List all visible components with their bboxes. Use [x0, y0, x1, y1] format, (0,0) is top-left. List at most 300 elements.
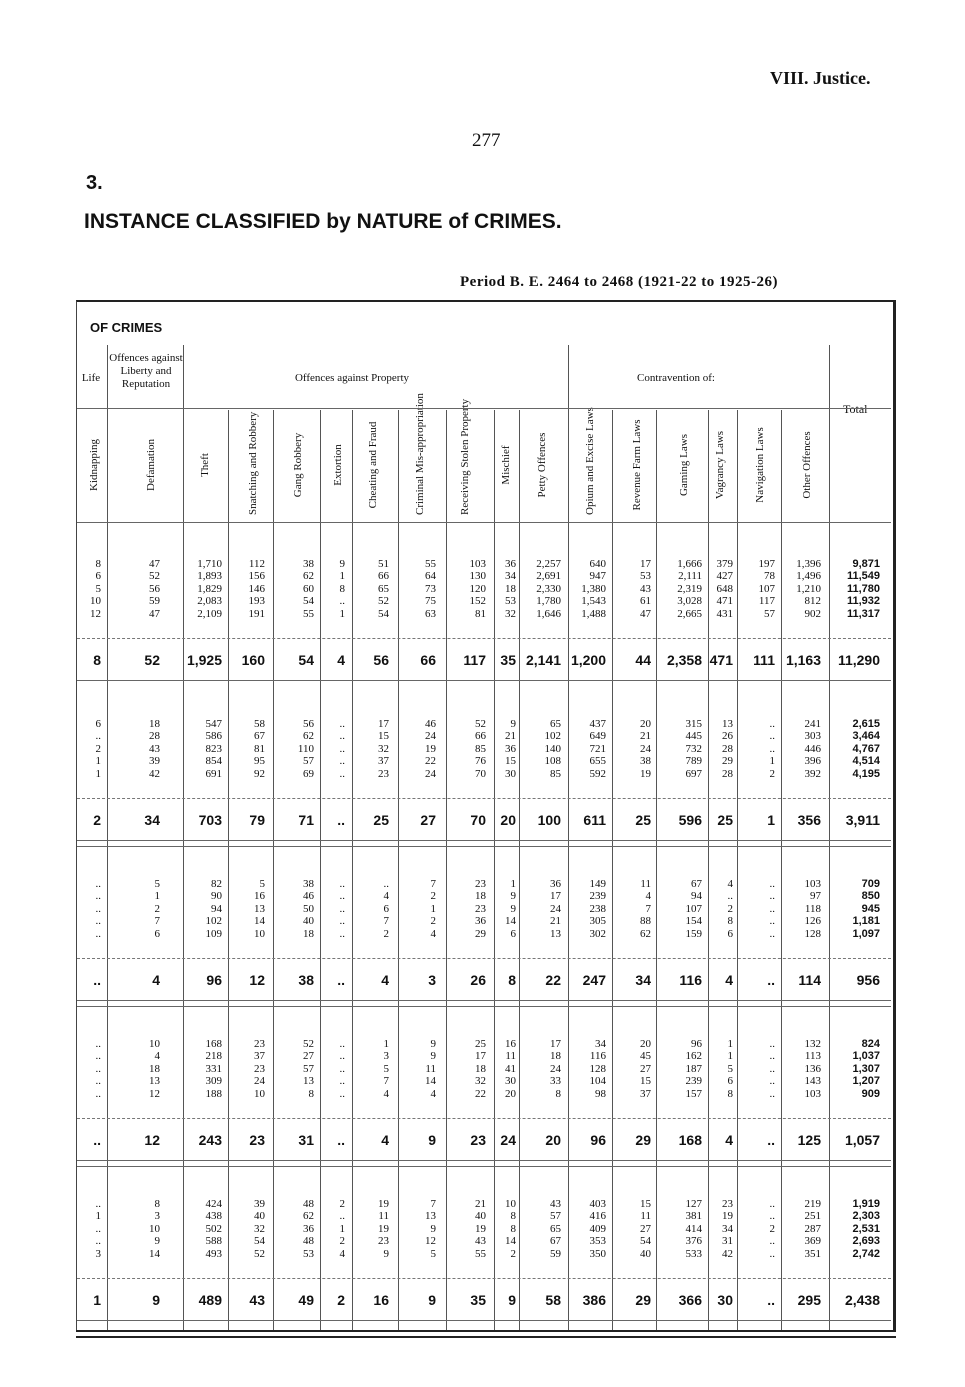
data-cell: 27	[303, 1050, 314, 1063]
summary-cell: 168	[678, 1132, 702, 1148]
data-cell: 9	[510, 890, 516, 903]
data-cell: 23	[254, 1062, 265, 1075]
column-rule	[568, 345, 569, 1330]
data-cell: 3	[154, 1210, 160, 1223]
data-cell: 238	[589, 902, 606, 915]
data-cell: 8	[308, 1087, 314, 1100]
data-cell: 48	[303, 1198, 314, 1210]
summary-cell: 96	[206, 972, 222, 988]
data-cell: 53	[640, 570, 651, 583]
summary-cell: 956	[856, 972, 880, 988]
data-cell: 4	[339, 1247, 345, 1260]
data-cell: 65	[378, 582, 389, 595]
data-cell: 30	[505, 767, 516, 780]
data-cell: ..	[769, 915, 775, 928]
data-cell: 1,380	[581, 582, 606, 595]
section-heading: VIII. Justice.	[770, 68, 871, 88]
data-cell: 547	[205, 718, 222, 730]
summary-cell: 25	[373, 812, 389, 828]
column-rule	[183, 345, 184, 1330]
summary-cell: 8	[508, 972, 516, 988]
summary-cell: 79	[249, 812, 265, 828]
data-cell: 23	[378, 767, 389, 780]
data-cell: 57	[550, 1210, 561, 1223]
data-cell: 18	[149, 718, 160, 730]
summary-cell: 125	[797, 1132, 821, 1148]
row-rule	[77, 680, 891, 681]
data-cell: 14	[505, 915, 516, 928]
summary-cell: ..	[93, 1132, 101, 1148]
data-cell: 19	[475, 1222, 486, 1235]
data-cell: 3	[383, 1050, 389, 1063]
data-cell: 21	[505, 730, 516, 743]
data-cell: 62	[303, 730, 314, 743]
summary-cell: ..	[337, 812, 345, 828]
summary-cell: 38	[298, 972, 314, 988]
data-cell: 376	[685, 1235, 702, 1248]
data-cell: 22	[475, 1087, 486, 1100]
data-cell: 427	[716, 570, 733, 583]
data-cell: 1	[95, 755, 101, 768]
data-cell: 396	[804, 755, 821, 768]
data-cell: 655	[589, 755, 606, 768]
column-header-opium-and-excise-laws: Opium and Excise Laws	[584, 407, 596, 515]
summary-cell: 243	[198, 1132, 222, 1148]
data-cell: 2,109	[197, 607, 222, 620]
summary-cell: 1,200	[570, 652, 606, 668]
column-header-navigation-laws: Navigation Laws	[754, 427, 766, 503]
data-cell: 33	[550, 1075, 561, 1088]
data-cell: 6	[510, 927, 516, 940]
group-contravention: Contravention of:	[637, 372, 715, 384]
data-cell: 1	[154, 890, 160, 903]
data-cell: ..	[339, 927, 345, 940]
summary-cell: 4	[152, 972, 160, 988]
data-cell: 54	[378, 607, 389, 620]
data-cell: 2	[154, 902, 160, 915]
data-cell: ..	[95, 730, 101, 743]
summary-cell: 386	[582, 1292, 606, 1308]
data-cell: 7	[383, 1075, 389, 1088]
data-cell: 4	[645, 890, 651, 903]
data-cell: 8	[510, 1222, 516, 1235]
data-cell: ..	[769, 742, 775, 755]
data-cell: 17	[640, 558, 651, 570]
data-cell: 27	[640, 1222, 651, 1235]
data-cell: 19	[722, 1210, 733, 1223]
data-cell: 162	[685, 1050, 702, 1063]
data-cell: ..	[339, 1075, 345, 1088]
summary-cell: 23	[249, 1132, 265, 1148]
data-cell: ..	[769, 878, 775, 890]
data-cell: 34	[505, 570, 516, 583]
summary-cell: 58	[545, 1292, 561, 1308]
data-cell: 9	[339, 558, 345, 570]
data-cell: ..	[769, 1198, 775, 1210]
summary-cell: 9	[152, 1292, 160, 1308]
data-cell: ..	[769, 1050, 775, 1063]
row-rule	[77, 638, 891, 639]
summary-cell: 23	[470, 1132, 486, 1148]
data-cell: 154	[685, 915, 702, 928]
total-cell: 1,207	[852, 1075, 880, 1088]
group-property: Offences against Property	[294, 372, 410, 384]
data-cell: ..	[95, 1050, 101, 1063]
summary-cell: 3	[428, 972, 436, 988]
data-cell: 51	[378, 558, 389, 570]
data-cell: 2	[727, 902, 733, 915]
column-rule	[320, 410, 321, 1330]
data-cell: 85	[475, 742, 486, 755]
data-cell: 592	[589, 767, 606, 780]
data-cell: 34	[722, 1222, 733, 1235]
data-cell: 90	[211, 890, 222, 903]
data-cell: 30	[505, 1075, 516, 1088]
data-cell: ..	[339, 1087, 345, 1100]
data-cell: 14	[149, 1247, 160, 1260]
data-cell: ..	[339, 1050, 345, 1063]
data-cell: 14	[254, 915, 265, 928]
data-cell: 128	[804, 927, 821, 940]
data-cell: 2	[430, 890, 436, 903]
data-cell: 43	[640, 582, 651, 595]
data-cell: ..	[769, 1247, 775, 1260]
data-cell: 7	[430, 878, 436, 890]
row-rule	[77, 1320, 891, 1321]
data-cell: 59	[149, 595, 160, 608]
data-cell: 17	[550, 890, 561, 903]
data-cell: 12	[149, 1087, 160, 1100]
data-cell: 67	[691, 878, 702, 890]
data-cell: 70	[475, 767, 486, 780]
summary-cell: 4	[725, 972, 733, 988]
data-cell: 130	[469, 570, 486, 583]
data-cell: 48	[303, 1235, 314, 1248]
data-cell: 62	[303, 570, 314, 583]
data-cell: 4	[154, 1050, 160, 1063]
page-number: 277	[472, 130, 501, 151]
row-rule	[77, 1278, 891, 1279]
data-cell: 103	[804, 1087, 821, 1100]
data-cell: 1	[769, 755, 775, 768]
data-cell: 140	[544, 742, 561, 755]
data-cell: 1	[339, 607, 345, 620]
data-cell: 1	[95, 1210, 101, 1223]
data-cell: 3,028	[677, 595, 702, 608]
data-cell: 10	[90, 595, 101, 608]
data-cell: 92	[254, 767, 265, 780]
data-cell: 59	[550, 1247, 561, 1260]
data-cell: 1,543	[581, 595, 606, 608]
total-cell: 9,871	[852, 558, 880, 570]
data-cell: 75	[425, 595, 436, 608]
column-rule	[829, 345, 830, 1330]
summary-cell: 30	[717, 1292, 733, 1308]
data-cell: 62	[640, 927, 651, 940]
data-cell: ..	[339, 755, 345, 768]
data-cell: 1,780	[536, 595, 561, 608]
data-cell: 36	[303, 1222, 314, 1235]
data-cell: 54	[640, 1235, 651, 1248]
data-cell: 37	[254, 1050, 265, 1063]
data-cell: 1,488	[581, 607, 606, 620]
summary-cell: 34	[144, 812, 160, 828]
summary-cell: 34	[635, 972, 651, 988]
period-label: Period B. E. 2464 to 2468 (1921-22 to 1925-26)	[460, 274, 778, 290]
summary-cell: ..	[337, 972, 345, 988]
data-cell: 219	[804, 1198, 821, 1210]
data-cell: 6	[95, 718, 101, 730]
summary-cell: 703	[198, 812, 222, 828]
summary-cell: 16	[373, 1292, 389, 1308]
data-cell: 23	[475, 878, 486, 890]
data-cell: 107	[758, 582, 775, 595]
data-cell: 947	[589, 570, 606, 583]
data-cell: 42	[722, 1247, 733, 1260]
data-cell: 104	[589, 1075, 606, 1088]
data-cell: 446	[804, 742, 821, 755]
total-cell: 709	[861, 878, 880, 890]
data-cell: 8	[555, 1087, 561, 1100]
data-cell: 239	[685, 1075, 702, 1088]
summary-cell: 4	[725, 1132, 733, 1148]
data-cell: 13	[722, 718, 733, 730]
data-cell: 493	[205, 1247, 222, 1260]
summary-cell: 596	[678, 812, 702, 828]
column-header-snatching-and-robbery: Snatching and Robbery	[247, 411, 259, 515]
data-cell: 302	[589, 927, 606, 940]
data-cell: 36	[475, 915, 486, 928]
data-cell: 1,396	[796, 558, 821, 570]
data-cell: 82	[211, 878, 222, 890]
data-cell: 24	[425, 730, 436, 743]
data-cell: 2	[510, 1247, 516, 1260]
data-cell: 5	[95, 582, 101, 595]
data-cell: 109	[205, 927, 222, 940]
data-cell: 62	[303, 1210, 314, 1223]
data-cell: 37	[640, 1087, 651, 1100]
summary-cell: 35	[500, 652, 516, 668]
data-cell: 66	[378, 570, 389, 583]
data-cell: 5	[727, 1062, 733, 1075]
data-cell: 103	[804, 878, 821, 890]
summary-cell: 1	[767, 812, 775, 828]
data-cell: 95	[254, 755, 265, 768]
data-cell: 31	[722, 1235, 733, 1248]
data-cell: 2	[339, 1198, 345, 1210]
row-rule	[77, 846, 891, 847]
summary-cell: 366	[678, 1292, 702, 1308]
data-cell: 1	[95, 767, 101, 780]
data-cell: ..	[339, 878, 345, 890]
data-cell: 2	[383, 927, 389, 940]
data-cell: 156	[248, 570, 265, 583]
data-cell: 24	[550, 902, 561, 915]
summary-cell: 20	[545, 1132, 561, 1148]
summary-cell: 70	[470, 812, 486, 828]
total-cell: 1,307	[852, 1062, 880, 1075]
data-cell: 10	[254, 1087, 265, 1100]
data-cell: 52	[303, 1038, 314, 1050]
data-cell: 18	[475, 1062, 486, 1075]
data-cell: ..	[769, 927, 775, 940]
data-cell: 2,691	[536, 570, 561, 583]
data-cell: 40	[640, 1247, 651, 1260]
data-cell: 19	[378, 1198, 389, 1210]
data-cell: 445	[685, 730, 702, 743]
data-cell: 58	[254, 718, 265, 730]
data-cell: 14	[425, 1075, 436, 1088]
column-header-criminal-mis-appropriation: Criminal Mis-appropriation	[414, 393, 426, 515]
data-cell: 17	[475, 1050, 486, 1063]
data-cell: 32	[505, 607, 516, 620]
column-header-cheating-and-fraud: Cheating and Fraud	[367, 421, 379, 509]
data-cell: 8	[510, 1210, 516, 1223]
data-cell: 36	[505, 558, 516, 570]
summary-cell: 35	[470, 1292, 486, 1308]
data-cell: 6	[727, 927, 733, 940]
data-cell: 11	[640, 878, 651, 890]
summary-cell: 44	[635, 652, 651, 668]
data-cell: 28	[722, 742, 733, 755]
row-rule	[77, 1000, 891, 1001]
data-cell: 351	[804, 1247, 821, 1260]
total-cell: 3,464	[852, 730, 880, 743]
data-cell: ..	[339, 1038, 345, 1050]
data-cell: 12	[425, 1235, 436, 1248]
data-cell: 113	[804, 1050, 821, 1063]
data-cell: 18	[303, 927, 314, 940]
data-cell: 187	[685, 1062, 702, 1075]
summary-cell: 247	[582, 972, 606, 988]
total-cell: 850	[861, 890, 880, 903]
data-cell: 37	[378, 755, 389, 768]
data-cell: 32	[378, 742, 389, 755]
summary-cell: 471	[709, 652, 733, 668]
data-cell: 23	[475, 902, 486, 915]
data-cell: 102	[205, 915, 222, 928]
summary-cell: 25	[635, 812, 651, 828]
data-cell: 19	[425, 742, 436, 755]
data-cell: 353	[589, 1235, 606, 1248]
data-cell: 96	[691, 1038, 702, 1050]
data-cell: 10	[149, 1222, 160, 1235]
data-cell: ..	[95, 1087, 101, 1100]
summary-cell: 8	[93, 652, 101, 668]
data-cell: 789	[685, 755, 702, 768]
data-cell: 108	[544, 755, 561, 768]
table-bottom-rule	[76, 1330, 896, 1338]
data-cell: 39	[254, 1198, 265, 1210]
data-cell: 50	[303, 902, 314, 915]
data-cell: 2	[339, 1235, 345, 1248]
data-cell: 146	[248, 582, 265, 595]
row-rule	[77, 958, 891, 959]
data-cell: ..	[95, 1198, 101, 1210]
data-cell: 8	[95, 558, 101, 570]
column-header-revenue-farm-laws: Revenue Farm Laws	[631, 419, 643, 511]
data-cell: 6	[154, 927, 160, 940]
data-cell: 315	[685, 718, 702, 730]
data-cell: 40	[303, 915, 314, 928]
summary-cell: 43	[249, 1292, 265, 1308]
data-cell: 721	[589, 742, 606, 755]
data-cell: 5	[430, 1247, 436, 1260]
data-cell: 107	[685, 902, 702, 915]
total-cell: 11,549	[846, 570, 880, 583]
data-cell: 6	[383, 902, 389, 915]
data-cell: 56	[303, 718, 314, 730]
data-cell: ..	[339, 890, 345, 903]
column-header-petty-offences: Petty Offences	[536, 432, 548, 498]
data-cell: 15	[640, 1198, 651, 1210]
data-cell: ..	[769, 890, 775, 903]
data-cell: ..	[339, 718, 345, 730]
data-cell: 159	[685, 927, 702, 940]
summary-cell: 1,057	[844, 1132, 880, 1148]
data-cell: 8	[154, 1198, 160, 1210]
data-cell: 4	[383, 1087, 389, 1100]
data-cell: 88	[640, 915, 651, 928]
data-cell: 29	[722, 755, 733, 768]
total-cell: 2,531	[852, 1222, 880, 1235]
data-cell: 6	[727, 1075, 733, 1088]
column-rule	[612, 410, 613, 1330]
data-cell: ..	[339, 767, 345, 780]
data-cell: 10	[254, 927, 265, 940]
data-cell: ..	[769, 902, 775, 915]
data-cell: 732	[685, 742, 702, 755]
summary-cell: 25	[717, 812, 733, 828]
data-cell: 67	[254, 730, 265, 743]
data-cell: ..	[383, 878, 389, 890]
data-cell: 13	[149, 1075, 160, 1088]
data-cell: 29	[475, 927, 486, 940]
data-cell: 7	[645, 902, 651, 915]
data-cell: 56	[149, 582, 160, 595]
data-cell: 65	[550, 718, 561, 730]
summary-cell: 160	[241, 652, 265, 668]
summary-cell: 1,163	[785, 652, 821, 668]
data-cell: ..	[95, 1075, 101, 1088]
data-cell: 120	[469, 582, 486, 595]
data-cell: 63	[425, 607, 436, 620]
data-cell: 649	[589, 730, 606, 743]
data-cell: ..	[95, 1038, 101, 1050]
data-cell: 43	[550, 1198, 561, 1210]
data-cell: 403	[589, 1198, 606, 1210]
data-cell: 3	[95, 1247, 101, 1260]
summary-cell: 29	[635, 1292, 651, 1308]
data-cell: ..	[727, 890, 733, 903]
data-cell: 502	[205, 1222, 222, 1235]
column-header-extortion: Extortion	[332, 444, 344, 486]
data-cell: 17	[550, 1038, 561, 1050]
data-cell: 81	[475, 607, 486, 620]
row-rule	[77, 1006, 891, 1007]
row-rule	[77, 1160, 891, 1161]
data-cell: 2,083	[197, 595, 222, 608]
row-rule	[77, 1118, 891, 1119]
summary-cell: ..	[337, 1132, 345, 1148]
data-cell: 5	[383, 1062, 389, 1075]
column-header-mischief: Mischief	[500, 445, 512, 485]
total-cell: 1,037	[852, 1050, 880, 1063]
data-cell: 32	[475, 1075, 486, 1088]
data-cell: 369	[804, 1235, 821, 1248]
data-cell: 136	[804, 1062, 821, 1075]
data-cell: 305	[589, 915, 606, 928]
